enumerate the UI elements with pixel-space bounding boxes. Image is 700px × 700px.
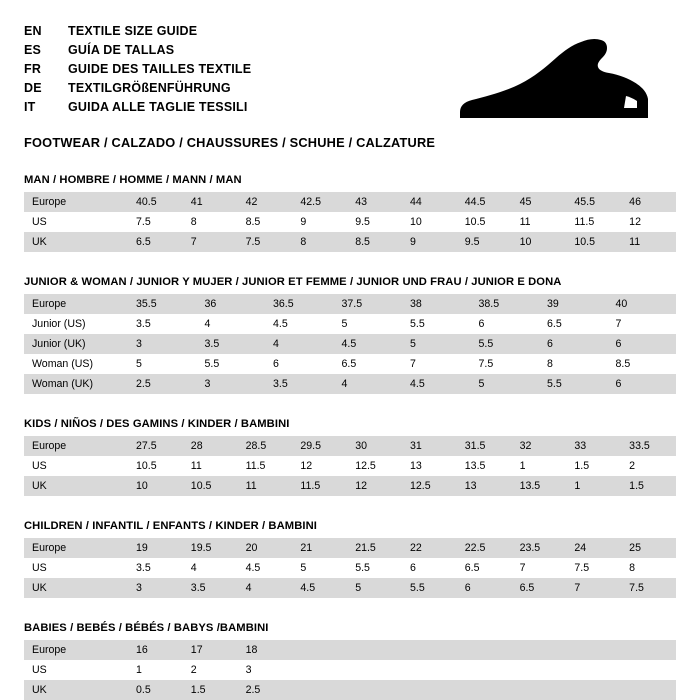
cell: 7 <box>608 314 677 334</box>
table-row <box>24 232 676 252</box>
language-title: TEXTILE SIZE GUIDE <box>68 24 198 38</box>
cell: 11.5 <box>238 456 293 476</box>
cell: 2 <box>183 660 238 680</box>
table-row <box>24 212 676 232</box>
cell: 6.5 <box>128 232 183 252</box>
table-row <box>24 476 676 496</box>
row-label: US <box>24 212 128 232</box>
cell-empty <box>457 640 512 660</box>
table-row <box>24 374 676 394</box>
table-row <box>24 436 676 456</box>
cell: 11.5 <box>292 476 347 496</box>
cell: 7 <box>402 354 471 374</box>
cell: 31 <box>402 436 457 456</box>
section-title: KIDS / NIÑOS / DES GAMINS / KINDER / BAMBINI <box>24 418 290 430</box>
cell: 6.5 <box>457 558 512 578</box>
row-label: US <box>24 558 128 578</box>
cell: 45 <box>512 192 567 212</box>
cell: 10 <box>512 232 567 252</box>
cell: 10.5 <box>183 476 238 496</box>
cell: 29.5 <box>292 436 347 456</box>
language-title: GUIDA ALLE TAGLIE TESSILI <box>68 100 248 114</box>
language-row <box>24 22 251 40</box>
row-label: Woman (UK) <box>24 374 128 394</box>
section-title: JUNIOR & WOMAN / JUNIOR Y MUJER / JUNIOR ET FEMME / JUNIOR UND FRAU / JUNIOR E DONA <box>24 276 562 288</box>
cell: 1.5 <box>566 456 621 476</box>
cell: 25 <box>621 538 676 558</box>
table-row <box>24 294 676 314</box>
cell: 7.5 <box>621 578 676 598</box>
cell: 10 <box>402 212 457 232</box>
cell: 4 <box>334 374 403 394</box>
cell: 21 <box>292 538 347 558</box>
cell: 9 <box>402 232 457 252</box>
cell: 7.5 <box>471 354 540 374</box>
language-code: ES <box>24 43 42 57</box>
cell: 5.5 <box>197 354 266 374</box>
cell: 11 <box>512 212 567 232</box>
cell-empty <box>402 640 457 660</box>
cell: 22 <box>402 538 457 558</box>
cell: 8.5 <box>347 232 402 252</box>
cell-empty <box>566 640 621 660</box>
cell: 3 <box>238 660 293 680</box>
cell: 4.5 <box>402 374 471 394</box>
cell-empty <box>457 660 512 680</box>
language-row <box>24 60 251 78</box>
cell: 4.5 <box>238 558 293 578</box>
cell: 4.5 <box>334 334 403 354</box>
cell-empty <box>566 680 621 700</box>
cell: 10.5 <box>566 232 621 252</box>
cell: 38.5 <box>471 294 540 314</box>
language-title: TEXTILGRÖßENFÜHRUNG <box>68 81 231 95</box>
cell: 33.5 <box>621 436 676 456</box>
cell: 6 <box>402 558 457 578</box>
language-title: GUÍA DE TALLAS <box>68 43 175 57</box>
row-label: UK <box>24 578 128 598</box>
table-row <box>24 680 676 700</box>
cell: 5.5 <box>402 578 457 598</box>
cell: 3 <box>197 374 266 394</box>
cell: 2 <box>621 456 676 476</box>
cell-empty <box>292 660 347 680</box>
cell: 5.5 <box>402 314 471 334</box>
cell: 8.5 <box>238 212 293 232</box>
cell: 19 <box>128 538 183 558</box>
table-row <box>24 558 676 578</box>
cell: 3.5 <box>183 578 238 598</box>
section-man <box>24 174 676 252</box>
cell: 10.5 <box>457 212 512 232</box>
cell: 12.5 <box>402 476 457 496</box>
cell-empty <box>621 680 676 700</box>
cell-empty <box>347 680 402 700</box>
cell: 4 <box>238 578 293 598</box>
cell: 3.5 <box>265 374 334 394</box>
row-label: Europe <box>24 640 128 660</box>
cell: 43 <box>347 192 402 212</box>
cell: 11.5 <box>566 212 621 232</box>
cell: 2.5 <box>238 680 293 700</box>
cell: 27.5 <box>128 436 183 456</box>
cell: 18 <box>238 640 293 660</box>
category-heading: FOOTWEAR / CALZADO / CHAUSSURES / SCHUHE / CALZATURE <box>24 135 436 150</box>
cell: 45.5 <box>566 192 621 212</box>
row-label: Europe <box>24 538 128 558</box>
cell: 44 <box>402 192 457 212</box>
cell: 12 <box>347 476 402 496</box>
language-row <box>24 79 251 97</box>
cell: 11 <box>621 232 676 252</box>
cell: 13 <box>457 476 512 496</box>
cell: 4.5 <box>265 314 334 334</box>
cell: 12.5 <box>347 456 402 476</box>
cell: 5 <box>347 578 402 598</box>
cell-empty <box>402 680 457 700</box>
cell: 8 <box>539 354 608 374</box>
row-label: UK <box>24 232 128 252</box>
cell: 4 <box>183 558 238 578</box>
cell: 28.5 <box>238 436 293 456</box>
language-code: IT <box>24 100 36 114</box>
cell: 4.5 <box>292 578 347 598</box>
section-kids <box>24 418 676 496</box>
table-row <box>24 354 676 374</box>
row-label: Europe <box>24 436 128 456</box>
language-title-list <box>24 22 251 116</box>
cell: 13.5 <box>457 456 512 476</box>
size-table-kids <box>24 436 676 496</box>
cell: 5 <box>292 558 347 578</box>
cell: 12 <box>292 456 347 476</box>
cell: 7 <box>183 232 238 252</box>
cell: 9 <box>292 212 347 232</box>
cell: 24 <box>566 538 621 558</box>
cell: 8.5 <box>608 354 677 374</box>
cell: 38 <box>402 294 471 314</box>
section-babies <box>24 622 676 700</box>
cell: 5 <box>402 334 471 354</box>
cell: 41 <box>183 192 238 212</box>
cell: 6 <box>471 314 540 334</box>
language-code: EN <box>24 24 42 38</box>
cell: 11 <box>183 456 238 476</box>
cell: 5 <box>128 354 197 374</box>
cell: 6 <box>608 334 677 354</box>
cell: 23.5 <box>512 538 567 558</box>
cell: 20 <box>238 538 293 558</box>
table-row <box>24 660 676 680</box>
cell: 1 <box>128 660 183 680</box>
cell: 17 <box>183 640 238 660</box>
cell: 1 <box>512 456 567 476</box>
cell: 6.5 <box>512 578 567 598</box>
cell-empty <box>292 680 347 700</box>
cell: 3 <box>128 578 183 598</box>
row-label: Junior (US) <box>24 314 128 334</box>
table-row <box>24 456 676 476</box>
cell: 21.5 <box>347 538 402 558</box>
cell: 5 <box>334 314 403 334</box>
cell: 40.5 <box>128 192 183 212</box>
cell: 10.5 <box>128 456 183 476</box>
cell: 12 <box>621 212 676 232</box>
cell: 6 <box>539 334 608 354</box>
cell: 4 <box>197 314 266 334</box>
cell: 7 <box>512 558 567 578</box>
cell: 5.5 <box>347 558 402 578</box>
size-table-man <box>24 192 676 252</box>
row-label: Junior (UK) <box>24 334 128 354</box>
cell: 6 <box>608 374 677 394</box>
cell: 36 <box>197 294 266 314</box>
cell: 13.5 <box>512 476 567 496</box>
cell: 3.5 <box>197 334 266 354</box>
cell: 3.5 <box>128 314 197 334</box>
cell: 3.5 <box>128 558 183 578</box>
section-junior-woman <box>24 276 676 394</box>
table-row <box>24 640 676 660</box>
cell: 9.5 <box>457 232 512 252</box>
cell-empty <box>457 680 512 700</box>
cell: 10 <box>128 476 183 496</box>
cell: 37.5 <box>334 294 403 314</box>
cell: 13 <box>402 456 457 476</box>
cell: 46 <box>621 192 676 212</box>
cell: 1.5 <box>621 476 676 496</box>
cell: 5.5 <box>471 334 540 354</box>
cell: 8 <box>621 558 676 578</box>
cell-empty <box>512 640 567 660</box>
cell: 5 <box>471 374 540 394</box>
row-label: UK <box>24 680 128 700</box>
section-children <box>24 520 676 598</box>
cell: 32 <box>512 436 567 456</box>
row-label: Europe <box>24 192 128 212</box>
dress-shoe-icon <box>454 34 654 120</box>
cell: 3 <box>128 334 197 354</box>
language-title: GUIDE DES TAILLES TEXTILE <box>68 62 252 76</box>
cell: 11 <box>238 476 293 496</box>
cell-empty <box>347 660 402 680</box>
table-row <box>24 538 676 558</box>
cell: 1 <box>566 476 621 496</box>
cell: 7.5 <box>566 558 621 578</box>
row-label: US <box>24 660 128 680</box>
cell: 22.5 <box>457 538 512 558</box>
cell: 1.5 <box>183 680 238 700</box>
cell: 4 <box>265 334 334 354</box>
cell-empty <box>621 640 676 660</box>
language-code: DE <box>24 81 42 95</box>
cell: 30 <box>347 436 402 456</box>
cell: 7 <box>566 578 621 598</box>
row-label: UK <box>24 476 128 496</box>
cell: 2.5 <box>128 374 197 394</box>
cell-empty <box>512 680 567 700</box>
cell: 9.5 <box>347 212 402 232</box>
cell: 28 <box>183 436 238 456</box>
cell: 39 <box>539 294 608 314</box>
cell: 36.5 <box>265 294 334 314</box>
table-row <box>24 314 676 334</box>
cell-empty <box>512 660 567 680</box>
size-table-junior-woman <box>24 294 676 394</box>
row-label: US <box>24 456 128 476</box>
row-label: Woman (US) <box>24 354 128 374</box>
cell: 6 <box>265 354 334 374</box>
table-row <box>24 334 676 354</box>
cell: 6.5 <box>334 354 403 374</box>
page-header <box>24 22 676 120</box>
cell: 31.5 <box>457 436 512 456</box>
section-title: CHILDREN / INFANTIL / ENFANTS / KINDER / BAMBINI <box>24 520 317 532</box>
cell: 7.5 <box>238 232 293 252</box>
cell-empty <box>566 660 621 680</box>
cell: 35.5 <box>128 294 197 314</box>
cell: 40 <box>608 294 677 314</box>
section-title: MAN / HOMBRE / HOMME / MANN / MAN <box>24 174 242 186</box>
cell: 19.5 <box>183 538 238 558</box>
cell-empty <box>621 660 676 680</box>
cell-empty <box>292 640 347 660</box>
cell: 44.5 <box>457 192 512 212</box>
cell-empty <box>347 640 402 660</box>
language-row <box>24 98 251 116</box>
table-row <box>24 578 676 598</box>
cell-empty <box>402 660 457 680</box>
cell: 8 <box>183 212 238 232</box>
section-title: BABIES / BEBÉS / BÉBÉS / BABYS /BAMBINI <box>24 622 269 634</box>
language-code: FR <box>24 62 42 76</box>
cell: 0.5 <box>128 680 183 700</box>
size-table-babies <box>24 640 676 700</box>
cell: 6.5 <box>539 314 608 334</box>
cell: 33 <box>566 436 621 456</box>
row-label: Europe <box>24 294 128 314</box>
cell: 5.5 <box>539 374 608 394</box>
cell: 8 <box>292 232 347 252</box>
cell: 42.5 <box>292 192 347 212</box>
cell: 7.5 <box>128 212 183 232</box>
cell: 6 <box>457 578 512 598</box>
cell: 42 <box>238 192 293 212</box>
language-row <box>24 41 251 59</box>
cell: 16 <box>128 640 183 660</box>
table-row <box>24 192 676 212</box>
size-table-children <box>24 538 676 598</box>
